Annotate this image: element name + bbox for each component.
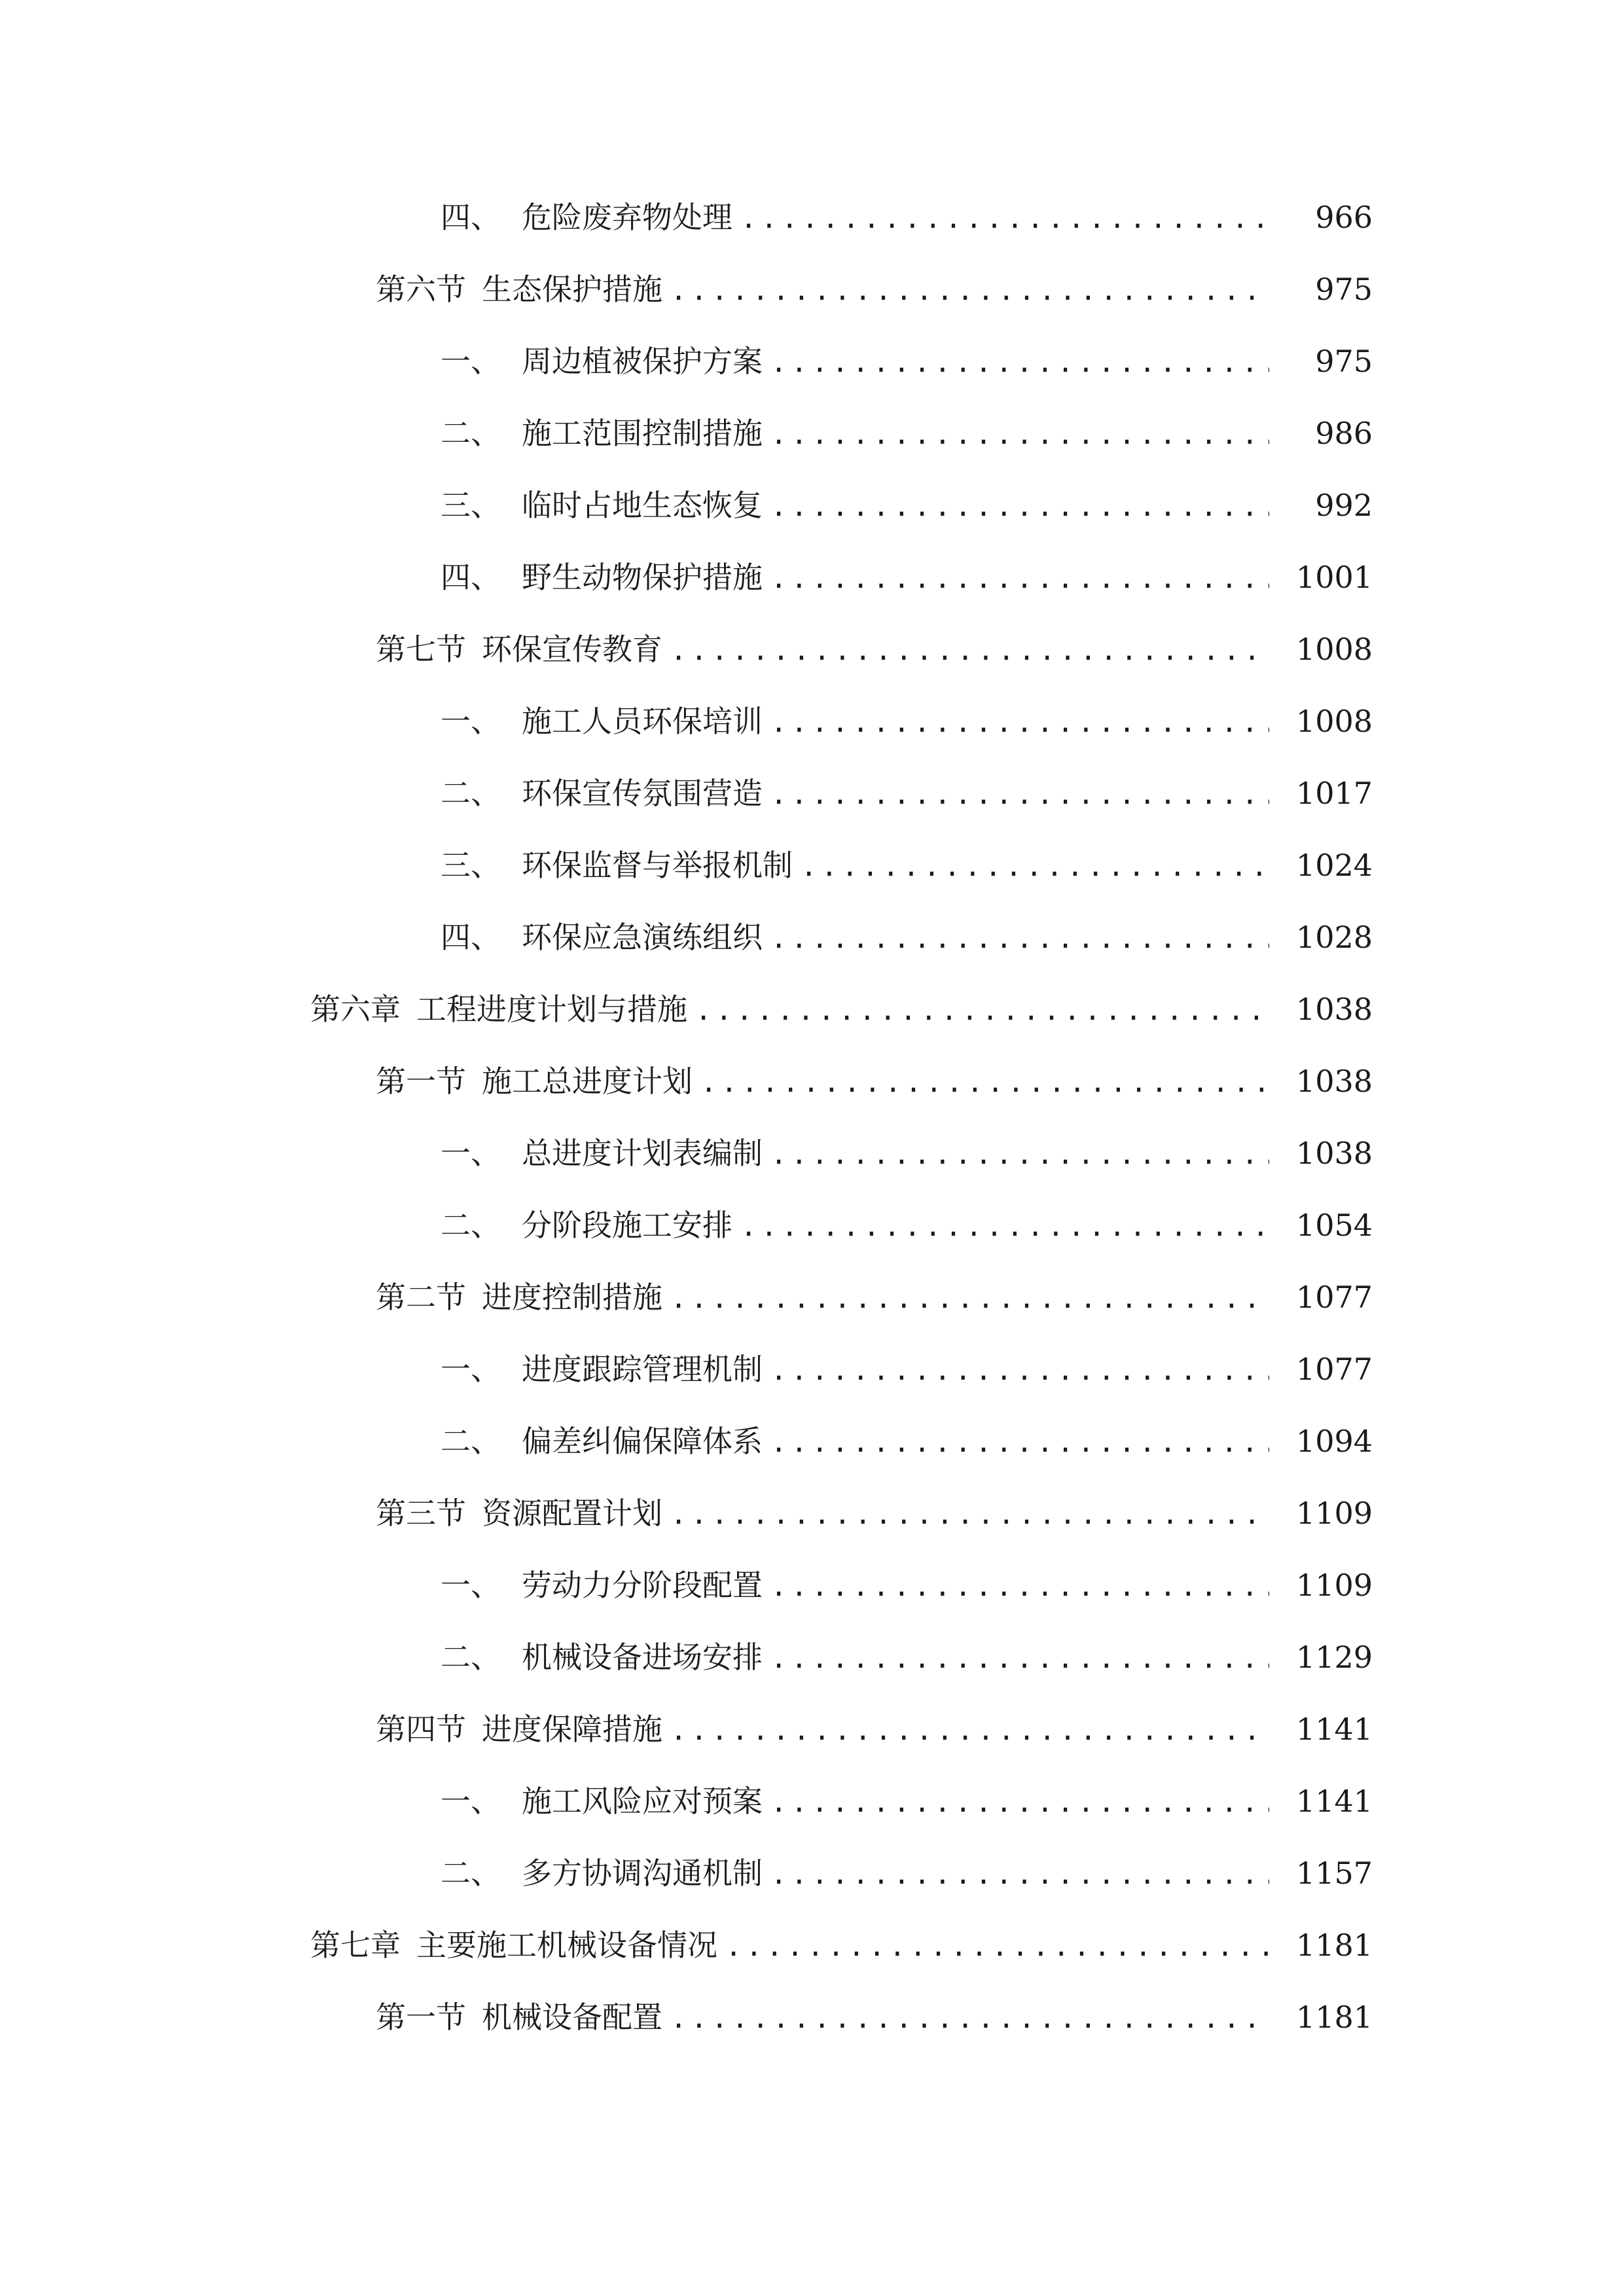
dot-leader: [770, 1628, 1269, 1689]
toc-label: [441, 1411, 763, 1471]
toc-label: [441, 907, 763, 967]
toc-page-number: 1038: [1295, 1064, 1373, 1099]
dot-leader: [770, 908, 1269, 969]
toc-entry[interactable]: [0, 1555, 1624, 1627]
toc-page-number: 1109: [1295, 1568, 1373, 1603]
toc-entry-title: 施工范围控制措施: [522, 416, 763, 451]
dot-leader: [670, 1700, 1269, 1761]
dot-leader: [770, 1772, 1269, 1833]
toc-entry-number: 第二节: [376, 1280, 466, 1315]
dot-leader: [770, 548, 1269, 609]
dot-leader: [770, 1556, 1269, 1617]
toc-entry[interactable]: [0, 331, 1624, 403]
dot-leader: [770, 1844, 1269, 1905]
toc-page-number: 1141: [1295, 1712, 1373, 1747]
toc-page-number: 975: [1315, 344, 1373, 379]
toc-entry-number: 三、: [441, 488, 501, 523]
toc-entry[interactable]: [0, 1411, 1624, 1483]
toc-entry[interactable]: [0, 1627, 1624, 1699]
toc-label: [376, 1987, 662, 2047]
dot-leader: [770, 764, 1269, 825]
toc-label: [441, 763, 763, 823]
toc-entry-title: 环保宣传教育: [482, 632, 662, 667]
toc-page-number: 1141: [1295, 1784, 1373, 1819]
toc-page-number: 1077: [1295, 1280, 1373, 1315]
toc-entry-title: 施工人员环保培训: [522, 704, 763, 739]
toc-entry-number: 二、: [441, 1208, 501, 1243]
toc-page-number: 1181: [1295, 1928, 1373, 1963]
toc-entry-number: 第一节: [376, 2000, 466, 2035]
toc-label: [376, 1483, 662, 1543]
toc-entry-title: 施工风险应对预案: [522, 1784, 763, 1819]
toc-label: [376, 619, 662, 679]
toc-page-number: 1028: [1295, 920, 1373, 955]
toc-page-number: 1038: [1295, 1136, 1373, 1171]
toc-page-number: 1157: [1295, 1856, 1373, 1891]
toc-entry-title: 机械设备配置: [482, 2000, 662, 2035]
toc-entry[interactable]: [0, 1483, 1624, 1555]
toc-label: [376, 1051, 693, 1111]
toc-entry-number: 第一节: [376, 1064, 466, 1099]
toc-entry-number: 一、: [441, 1136, 501, 1171]
toc-entry-title: 劳动力分阶段配置: [522, 1568, 763, 1603]
dot-leader: [801, 836, 1269, 897]
toc-label: [441, 1195, 732, 1255]
toc-label: [310, 979, 687, 1039]
toc-entry-title: 进度跟踪管理机制: [522, 1352, 763, 1387]
dot-leader: [725, 1916, 1269, 1977]
toc-page-number: 992: [1315, 488, 1373, 523]
toc-entry[interactable]: [0, 1051, 1624, 1123]
toc-entry-number: 二、: [441, 416, 501, 451]
toc-entry[interactable]: [0, 691, 1624, 763]
toc-entry[interactable]: [0, 1915, 1624, 1987]
toc-entry-title: 周边植被保护方案: [522, 344, 763, 379]
toc-label: [310, 1915, 717, 1975]
toc-entry-number: 二、: [441, 1424, 501, 1459]
toc-entry-title: 危险废弃物处理: [522, 200, 732, 235]
toc-page-number: 1038: [1295, 992, 1373, 1027]
toc-label: [376, 1699, 662, 1759]
toc-entry-title: 环保宣传氛围营造: [522, 776, 763, 811]
toc-page-number: 1024: [1295, 848, 1373, 883]
toc-entry[interactable]: [0, 1843, 1624, 1915]
dot-leader: [670, 1268, 1269, 1329]
toc-entry-number: 一、: [441, 1568, 501, 1603]
toc-entry-number: 一、: [441, 1784, 501, 1819]
toc-page-number: 1001: [1295, 560, 1373, 595]
toc-entry-title: 施工总进度计划: [482, 1064, 693, 1099]
toc-page-number: 966: [1315, 200, 1373, 235]
table-of-contents: [0, 187, 1624, 2059]
toc-page-number: 1181: [1295, 2000, 1373, 2035]
toc-entry-number: 第四节: [376, 1712, 466, 1747]
toc-entry-number: 二、: [441, 776, 501, 811]
dot-leader: [770, 692, 1269, 753]
toc-label: [441, 1627, 763, 1687]
toc-label: [441, 1771, 763, 1831]
toc-label: [441, 1843, 763, 1903]
toc-entry[interactable]: [0, 1339, 1624, 1411]
toc-entry-title: 进度保障措施: [482, 1712, 662, 1747]
toc-entry-number: 四、: [441, 560, 501, 595]
toc-entry-number: 第七章: [310, 1928, 401, 1963]
toc-entry[interactable]: [0, 619, 1624, 691]
toc-entry[interactable]: [0, 835, 1624, 907]
toc-page-number: 1077: [1295, 1352, 1373, 1387]
toc-entry-title: 分阶段施工安排: [522, 1208, 732, 1243]
toc-entry-number: 第七节: [376, 632, 466, 667]
dot-leader: [740, 188, 1269, 249]
toc-entry-title: 资源配置计划: [482, 1496, 662, 1531]
toc-page-number: 1109: [1295, 1496, 1373, 1531]
toc-label: [441, 187, 732, 247]
toc-entry-title: 环保应急演练组织: [522, 920, 763, 955]
toc-entry[interactable]: [0, 475, 1624, 547]
toc-entry-title: 多方协调沟通机制: [522, 1856, 763, 1891]
toc-entry[interactable]: [0, 1699, 1624, 1771]
toc-entry-number: 一、: [441, 704, 501, 739]
toc-entry-number: 二、: [441, 1856, 501, 1891]
toc-entry-number: 一、: [441, 1352, 501, 1387]
toc-entry-title: 环保监督与举报机制: [522, 848, 793, 883]
dot-leader: [770, 1124, 1269, 1185]
toc-entry-number: 第六节: [376, 272, 466, 307]
toc-label: [441, 1339, 763, 1399]
dot-leader: [770, 1340, 1269, 1401]
toc-entry[interactable]: [0, 979, 1624, 1051]
toc-label: [441, 331, 763, 391]
toc-entry-title: 临时占地生态恢复: [522, 488, 763, 523]
toc-entry-title: 生态保护措施: [482, 272, 662, 307]
dot-leader: [670, 620, 1269, 681]
toc-entry[interactable]: [0, 187, 1624, 259]
toc-entry[interactable]: [0, 907, 1624, 979]
dot-leader: [700, 1052, 1269, 1113]
toc-entry-title: 主要施工机械设备情况: [416, 1928, 717, 1963]
dot-leader: [770, 404, 1269, 465]
toc-label: [441, 835, 793, 895]
toc-entry[interactable]: [0, 1267, 1624, 1339]
toc-label: [441, 475, 763, 535]
toc-label: [441, 1555, 763, 1615]
toc-entry-title: 机械设备进场安排: [522, 1640, 763, 1675]
toc-page-number: 1008: [1295, 632, 1373, 667]
toc-page-number: 1008: [1295, 704, 1373, 739]
toc-page-number: 1054: [1295, 1208, 1373, 1243]
toc-entry-title: 偏差纠偏保障体系: [522, 1424, 763, 1459]
dot-leader: [670, 260, 1269, 321]
toc-entry[interactable]: [0, 1987, 1624, 2059]
toc-label: [376, 259, 662, 319]
toc-page-number: 1129: [1295, 1640, 1373, 1675]
toc-label: [441, 547, 763, 607]
toc-entry-number: 四、: [441, 920, 501, 955]
dot-leader: [770, 476, 1269, 537]
toc-entry[interactable]: [0, 1771, 1624, 1843]
dot-leader: [695, 980, 1269, 1041]
toc-entry[interactable]: [0, 403, 1624, 475]
toc-label: [441, 403, 763, 463]
toc-label: [441, 1123, 763, 1183]
toc-entry-number: 四、: [441, 200, 501, 235]
dot-leader: [740, 1196, 1269, 1257]
dot-leader: [670, 1484, 1269, 1545]
toc-entry-number: 第三节: [376, 1496, 466, 1531]
toc-page-number: 1017: [1295, 776, 1373, 811]
toc-entry[interactable]: [0, 1195, 1624, 1267]
toc-page-number: 975: [1315, 272, 1373, 307]
toc-page-number: 1094: [1295, 1424, 1373, 1459]
toc-entry-number: 三、: [441, 848, 501, 883]
toc-entry[interactable]: [0, 1123, 1624, 1195]
toc-entry-title: 工程进度计划与措施: [416, 992, 687, 1027]
dot-leader: [770, 332, 1269, 393]
toc-entry-number: 二、: [441, 1640, 501, 1675]
toc-entry-title: 总进度计划表编制: [522, 1136, 763, 1171]
dot-leader: [670, 1988, 1269, 2049]
toc-entry-number: 一、: [441, 344, 501, 379]
toc-label: [376, 1267, 662, 1327]
toc-page-number: 986: [1315, 416, 1373, 451]
toc-entry[interactable]: [0, 763, 1624, 835]
dot-leader: [770, 1412, 1269, 1473]
toc-entry-title: 进度控制措施: [482, 1280, 662, 1315]
toc-entry-title: 野生动物保护措施: [522, 560, 763, 595]
toc-entry-number: 第六章: [310, 992, 401, 1027]
toc-entry[interactable]: [0, 547, 1624, 619]
toc-label: [441, 691, 763, 751]
toc-entry[interactable]: [0, 259, 1624, 331]
